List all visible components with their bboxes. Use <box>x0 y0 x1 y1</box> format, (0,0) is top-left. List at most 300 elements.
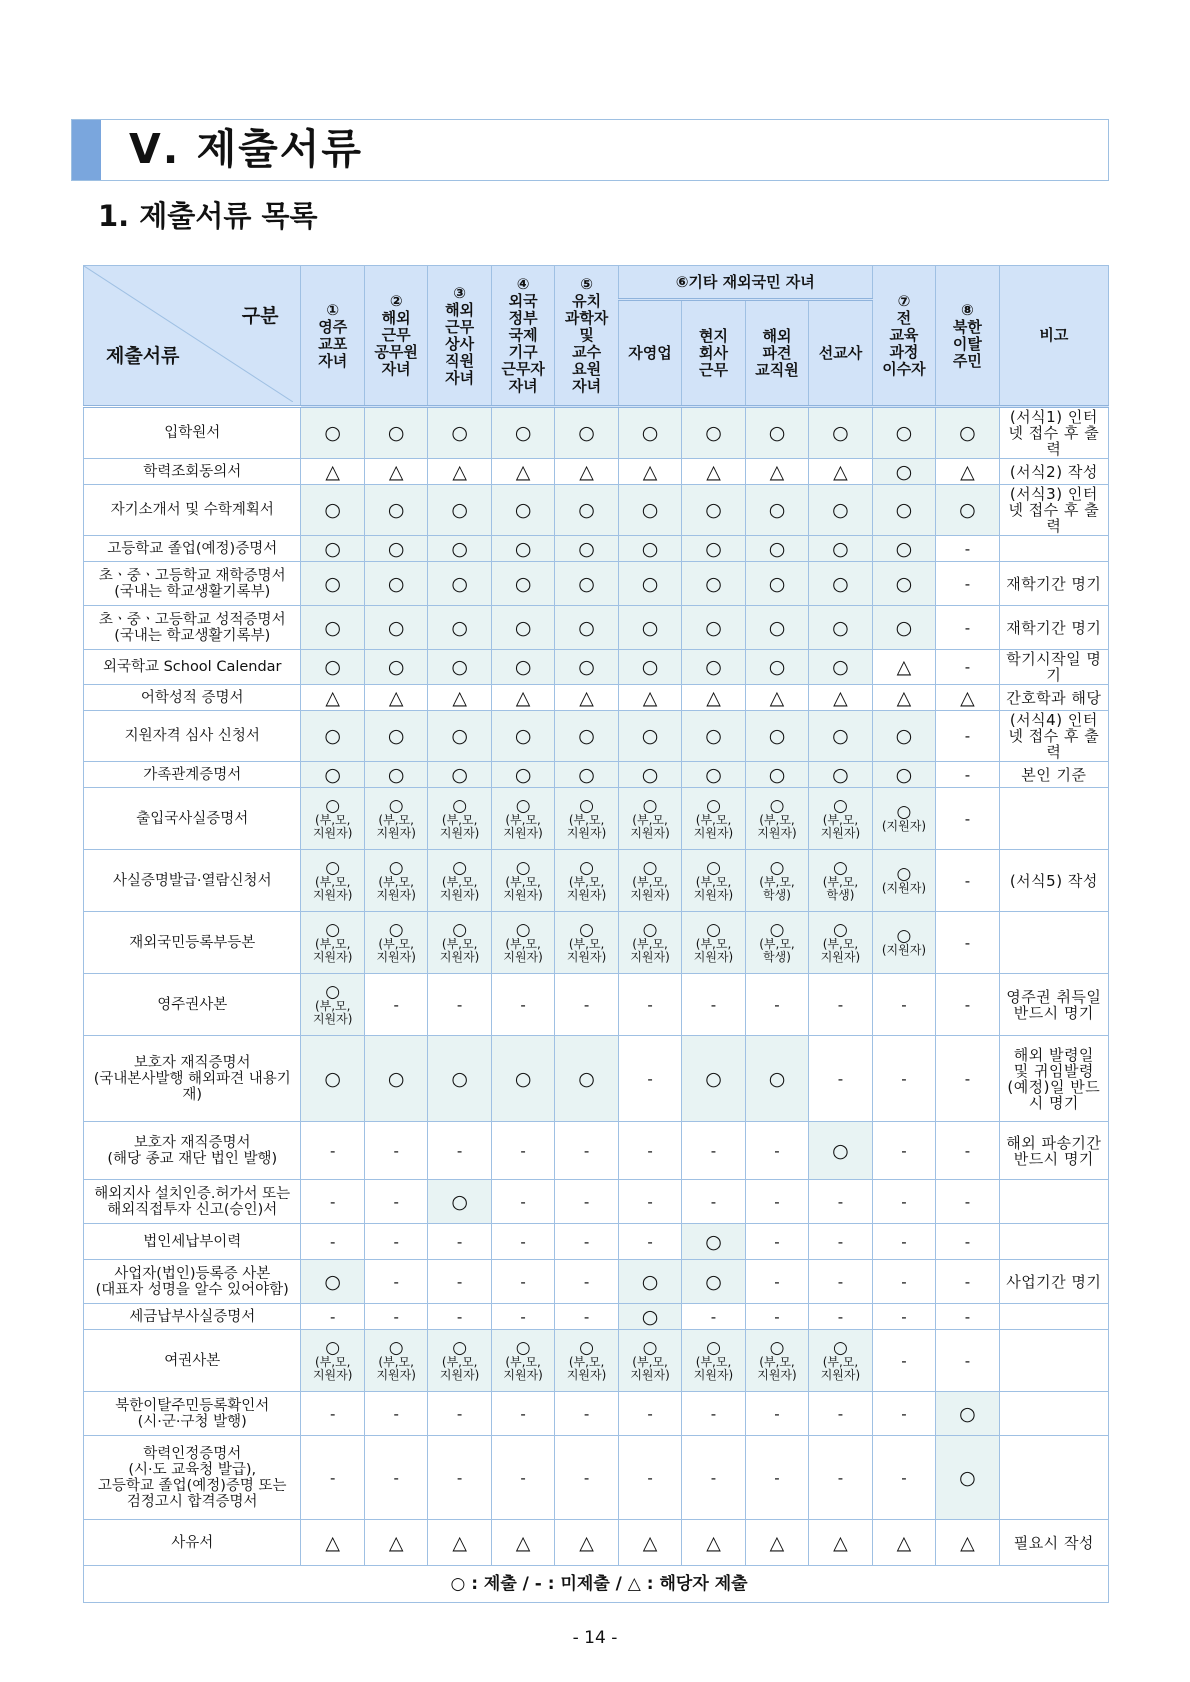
requirement-mark: ○ <box>388 795 404 816</box>
requirement-cell: - <box>936 1330 999 1392</box>
requirement-mark: ○ <box>833 1337 848 1358</box>
requirement-detail: (부,모, 학생) <box>759 936 795 964</box>
note-cell: 학기시작일 명기 <box>999 650 1108 685</box>
requirement-cell: ○ <box>682 1260 745 1304</box>
requirement-cell: △ <box>555 459 618 485</box>
requirement-cell <box>428 850 491 912</box>
requirement-cell <box>618 788 681 850</box>
requirement-cell: ○ <box>555 1036 618 1122</box>
requirement-mark: ○ <box>515 919 531 940</box>
requirement-cell: △ <box>682 459 745 485</box>
requirement-cell: ○ <box>618 1260 681 1304</box>
documents-table <box>83 265 1109 1603</box>
requirement-cell: △ <box>809 1520 872 1566</box>
requirement-cell: △ <box>872 685 935 711</box>
requirement-cell: ○ <box>872 711 935 762</box>
note-cell <box>999 1180 1108 1224</box>
requirement-mark: ○ <box>325 981 341 1002</box>
requirement-cell <box>364 788 427 850</box>
requirement-cell: ○ <box>872 606 935 650</box>
requirement-cell: - <box>936 711 999 762</box>
requirement-detail: (부,모, 학생) <box>759 874 795 902</box>
requirement-detail: (부,모, 지원자) <box>693 1354 734 1382</box>
requirement-cell: - <box>301 1180 364 1224</box>
note-cell <box>999 536 1108 562</box>
requirement-cell <box>555 1330 618 1392</box>
requirement-mark: ○ <box>706 1337 721 1358</box>
requirement-detail: (부,모, 지원자) <box>820 1354 861 1382</box>
note-cell <box>999 1392 1108 1436</box>
requirement-mark: ○ <box>706 919 721 940</box>
requirement-detail: (부,모, 지원자) <box>312 998 353 1026</box>
requirement-cell <box>364 1330 427 1392</box>
section-header <box>71 119 1109 181</box>
corner-label-documents: 제출서류 <box>106 345 180 367</box>
requirement-cell: ○ <box>491 762 554 788</box>
requirement-cell: ○ <box>491 1036 554 1122</box>
requirement-cell: - <box>428 1122 491 1180</box>
documents-table-body <box>84 407 1109 1566</box>
table-row <box>84 711 1109 762</box>
requirement-cell: △ <box>936 1520 999 1566</box>
requirement-cell: - <box>491 1260 554 1304</box>
requirement-cell: △ <box>618 459 681 485</box>
document-name-cell: 북한이탈주민등록확인서 (시·군·구청 발행) <box>84 1392 301 1436</box>
requirement-mark: ○ <box>642 1337 658 1358</box>
note-cell: 간호학과 해당 <box>999 685 1108 711</box>
requirement-cell: ○ <box>809 711 872 762</box>
requirement-cell: - <box>301 1122 364 1180</box>
requirement-cell: ○ <box>618 1304 681 1330</box>
requirement-cell: - <box>364 1392 427 1436</box>
requirement-cell: ○ <box>809 407 872 459</box>
requirement-cell: ○ <box>491 485 554 536</box>
requirement-cell: △ <box>428 459 491 485</box>
requirement-cell: ○ <box>428 536 491 562</box>
requirement-cell: ○ <box>301 606 364 650</box>
requirement-cell: △ <box>364 685 427 711</box>
requirement-mark: ○ <box>452 795 468 816</box>
table-row <box>84 685 1109 711</box>
requirement-cell: ○ <box>745 650 808 685</box>
requirement-mark: ○ <box>833 795 848 816</box>
note-cell: 재학기간 명기 <box>999 606 1108 650</box>
corner-label-category: 구분 <box>241 305 279 327</box>
requirement-cell: ○ <box>682 606 745 650</box>
requirement-cell: ○ <box>555 762 618 788</box>
table-row <box>84 485 1109 536</box>
requirement-cell: - <box>809 974 872 1036</box>
column-header-8: ⑧ 북한 이탈 주민 <box>936 266 999 407</box>
requirement-cell: - <box>682 1180 745 1224</box>
requirement-cell: ○ <box>301 762 364 788</box>
requirement-cell: - <box>301 1392 364 1436</box>
requirement-cell: - <box>872 1180 935 1224</box>
requirement-cell <box>301 1330 364 1392</box>
requirement-detail: (부,모, 지원자) <box>503 812 543 840</box>
document-name-cell: 지원자격 심사 신청서 <box>84 711 301 762</box>
document-name-cell: 사업자(법인)등록증 사본 (대표자 성명을 알수 있어야함) <box>84 1260 301 1304</box>
document-name-cell: 자기소개서 및 수학계획서 <box>84 485 301 536</box>
requirement-cell: - <box>555 1224 618 1260</box>
requirement-cell: - <box>618 1224 681 1260</box>
subcolumn-header-local-company: 현지 회사 근무 <box>682 300 745 407</box>
requirement-detail: (부,모, 지원자) <box>376 812 416 840</box>
requirement-cell: ○ <box>682 711 745 762</box>
requirement-cell: - <box>555 1180 618 1224</box>
table-row <box>84 1122 1109 1180</box>
requirement-cell: - <box>682 974 745 1036</box>
requirement-cell: - <box>936 1260 999 1304</box>
requirement-cell: - <box>491 1304 554 1330</box>
requirement-mark: ○ <box>388 919 404 940</box>
requirement-cell: ○ <box>682 536 745 562</box>
requirement-cell: △ <box>682 1520 745 1566</box>
requirement-cell: - <box>491 1180 554 1224</box>
requirement-cell <box>428 1330 491 1392</box>
requirement-cell: - <box>364 1122 427 1180</box>
requirement-cell: - <box>555 1392 618 1436</box>
requirement-cell: - <box>682 1436 745 1520</box>
requirement-cell: ○ <box>491 562 554 606</box>
requirement-mark: ○ <box>579 1337 594 1358</box>
requirement-cell: - <box>555 1436 618 1520</box>
note-cell <box>999 912 1108 974</box>
document-name-cell: 학력조회동의서 <box>84 459 301 485</box>
table-row <box>84 459 1109 485</box>
requirement-cell <box>555 788 618 850</box>
requirement-cell: - <box>428 1304 491 1330</box>
requirement-cell: ○ <box>555 536 618 562</box>
document-name-cell: 영주권사본 <box>84 974 301 1036</box>
requirement-cell: ○ <box>745 762 808 788</box>
table-row <box>84 1260 1109 1304</box>
requirement-cell: - <box>745 1260 808 1304</box>
requirement-cell: ○ <box>872 562 935 606</box>
requirement-cell: ○ <box>301 407 364 459</box>
requirement-cell: - <box>936 1224 999 1260</box>
requirement-cell: - <box>428 974 491 1036</box>
requirement-cell: - <box>618 1392 681 1436</box>
requirement-cell: - <box>936 1304 999 1330</box>
note-cell: (서식4) 인터넷 접수 후 출력 <box>999 711 1108 762</box>
requirement-cell: △ <box>682 685 745 711</box>
requirement-detail: (부,모, 지원자) <box>566 874 607 902</box>
requirement-cell: - <box>872 1304 935 1330</box>
requirement-mark: ○ <box>642 857 658 878</box>
requirement-cell: ○ <box>618 536 681 562</box>
requirement-mark: ○ <box>769 1337 785 1358</box>
requirement-cell: ○ <box>491 536 554 562</box>
requirement-cell: - <box>618 1180 681 1224</box>
requirement-cell: ○ <box>555 407 618 459</box>
requirement-mark: ○ <box>769 857 785 878</box>
note-cell: 해외 발령일 및 귀임발령 (예정)일 반드시 명기 <box>999 1036 1108 1122</box>
requirement-cell: - <box>872 1260 935 1304</box>
requirement-mark: ○ <box>452 857 468 878</box>
requirement-cell: - <box>872 1122 935 1180</box>
requirement-mark: ○ <box>896 802 912 822</box>
note-cell: 영주권 취득일 반드시 명기 <box>999 974 1108 1036</box>
section-title: Ⅴ. 제출서류 <box>129 125 364 173</box>
requirement-cell: ○ <box>872 485 935 536</box>
requirement-cell: ○ <box>301 562 364 606</box>
requirement-cell: - <box>936 606 999 650</box>
table-row <box>84 606 1109 650</box>
requirement-cell <box>682 850 745 912</box>
table-row <box>84 762 1109 788</box>
note-cell: 재학기간 명기 <box>999 562 1108 606</box>
requirement-mark: ○ <box>388 857 404 878</box>
requirement-cell: ○ <box>364 711 427 762</box>
requirement-cell: - <box>936 1180 999 1224</box>
requirement-cell: - <box>809 1392 872 1436</box>
requirement-cell: ○ <box>682 485 745 536</box>
requirement-cell: △ <box>428 1520 491 1566</box>
requirement-cell: - <box>618 1436 681 1520</box>
requirement-detail: (부,모, 지원자) <box>566 1354 607 1382</box>
requirement-cell: △ <box>491 459 554 485</box>
requirement-detail: (부,모, 지원자) <box>630 874 670 902</box>
requirement-cell: △ <box>618 685 681 711</box>
requirement-mark: ○ <box>325 919 341 940</box>
requirement-cell: ○ <box>428 650 491 685</box>
document-name-cell: 법인세납부이력 <box>84 1224 301 1260</box>
requirement-mark: ○ <box>706 795 721 816</box>
column-header-5: ⑤ 유치 과학자 및 교수 요원 자녀 <box>555 266 618 407</box>
requirement-cell: - <box>428 1392 491 1436</box>
requirement-cell: - <box>428 1436 491 1520</box>
subsection-title: 1. 제출서류 목록 <box>98 199 318 233</box>
requirement-cell: ○ <box>364 1036 427 1122</box>
requirement-detail: (지원자) <box>881 881 926 895</box>
requirement-detail: (부,모, 지원자) <box>820 936 861 964</box>
requirement-cell: - <box>809 1436 872 1520</box>
requirement-detail: (부,모, 지원자) <box>757 812 797 840</box>
requirement-detail: (부,모, 지원자) <box>376 936 416 964</box>
note-cell: (서식1) 인터넷 접수 후 출력 <box>999 407 1108 459</box>
requirement-cell: ○ <box>809 1122 872 1180</box>
requirement-cell: - <box>936 1122 999 1180</box>
document-name-cell: 보호자 재직증명서 (국내본사발행 해외파견 내용기재) <box>84 1036 301 1122</box>
requirement-cell: ○ <box>428 1036 491 1122</box>
requirement-mark: ○ <box>833 919 848 940</box>
requirement-cell: ○ <box>809 536 872 562</box>
requirement-mark: ○ <box>642 795 658 816</box>
requirement-cell: ○ <box>428 485 491 536</box>
requirement-cell: ○ <box>872 407 935 459</box>
requirement-cell: - <box>364 1224 427 1260</box>
requirement-cell <box>301 850 364 912</box>
table-row <box>84 1036 1109 1122</box>
document-name-cell: 초ㆍ중ㆍ고등학교 성적증명서 (국내는 학교생활기록부) <box>84 606 301 650</box>
requirement-cell: ○ <box>936 485 999 536</box>
note-cell: (서식5) 작성 <box>999 850 1108 912</box>
requirement-cell: ○ <box>745 562 808 606</box>
requirement-mark: ○ <box>706 857 721 878</box>
requirement-cell: ○ <box>745 407 808 459</box>
requirement-cell <box>428 788 491 850</box>
requirement-cell: - <box>872 1036 935 1122</box>
document-name-cell: 사유서 <box>84 1520 301 1566</box>
requirement-cell: △ <box>555 1520 618 1566</box>
subcolumn-header-self-employed: 자영업 <box>618 300 681 407</box>
requirement-cell: - <box>618 1036 681 1122</box>
requirement-cell: - <box>809 1036 872 1122</box>
requirement-mark: ○ <box>579 919 594 940</box>
requirement-mark: ○ <box>325 795 341 816</box>
requirement-cell <box>491 912 554 974</box>
corner-diagonal <box>84 266 293 402</box>
requirement-cell <box>682 912 745 974</box>
requirement-cell: - <box>872 974 935 1036</box>
requirement-cell <box>682 1330 745 1392</box>
document-name-cell: 여권사본 <box>84 1330 301 1392</box>
requirement-cell <box>745 1330 808 1392</box>
table-row <box>84 562 1109 606</box>
requirement-cell: - <box>872 1224 935 1260</box>
requirement-mark: ○ <box>579 795 594 816</box>
requirement-cell: - <box>428 1224 491 1260</box>
requirement-cell: ○ <box>682 407 745 459</box>
requirement-cell: - <box>364 1260 427 1304</box>
requirement-detail: (부,모, 지원자) <box>312 874 353 902</box>
requirement-detail: (부,모, 지원자) <box>757 1354 797 1382</box>
requirement-cell <box>301 788 364 850</box>
requirement-mark: ○ <box>452 919 468 940</box>
document-name-cell: 입학원서 <box>84 407 301 459</box>
requirement-cell: - <box>936 912 999 974</box>
requirement-cell: △ <box>618 1520 681 1566</box>
requirement-cell <box>872 788 935 850</box>
requirement-cell: - <box>364 974 427 1036</box>
requirement-cell <box>555 912 618 974</box>
requirement-cell: ○ <box>745 711 808 762</box>
requirement-cell: △ <box>555 685 618 711</box>
requirement-cell <box>301 974 364 1036</box>
requirement-cell: - <box>745 1392 808 1436</box>
column-header-2: ② 해외 근무 공무원 자녀 <box>364 266 427 407</box>
document-name-cell: 외국학교 School Calendar <box>84 650 301 685</box>
requirement-cell: - <box>555 974 618 1036</box>
requirement-cell: ○ <box>936 1436 999 1520</box>
requirement-detail: (부,모, 지원자) <box>439 936 480 964</box>
requirement-cell: - <box>301 1224 364 1260</box>
table-row <box>84 407 1109 459</box>
requirement-detail: (지원자) <box>881 943 926 957</box>
requirement-cell: - <box>745 1436 808 1520</box>
requirement-cell: ○ <box>301 536 364 562</box>
requirement-mark: ○ <box>896 864 912 884</box>
column-header-7: ⑦ 전 교육 과정 이수자 <box>872 266 935 407</box>
requirement-cell: ○ <box>745 485 808 536</box>
requirement-cell: ○ <box>555 711 618 762</box>
requirement-cell: ○ <box>428 762 491 788</box>
requirement-detail: (부,모, 지원자) <box>439 1354 480 1382</box>
subcolumn-header-dispatched-teacher: 해외 파견 교직원 <box>745 300 808 407</box>
requirement-cell: △ <box>428 685 491 711</box>
requirement-detail: (부,모, 지원자) <box>439 812 480 840</box>
requirement-detail: (부,모, 지원자) <box>693 812 734 840</box>
document-name-cell: 해외지사 설치인증.허가서 또는 해외직접투자 신고(승인)서 <box>84 1180 301 1224</box>
requirement-cell: - <box>809 1180 872 1224</box>
requirement-cell <box>555 850 618 912</box>
requirement-cell: △ <box>872 650 935 685</box>
requirement-detail: (부,모, 지원자) <box>820 812 861 840</box>
requirement-detail: (부,모, 지원자) <box>312 812 353 840</box>
document-name-cell: 세금납부사실증명서 <box>84 1304 301 1330</box>
requirement-cell: - <box>364 1180 427 1224</box>
requirement-cell: △ <box>301 1520 364 1566</box>
requirement-cell: △ <box>364 459 427 485</box>
requirement-cell: △ <box>872 1520 935 1566</box>
requirement-cell: ○ <box>809 562 872 606</box>
requirement-cell: ○ <box>936 1392 999 1436</box>
requirement-detail: (부,모, 지원자) <box>312 1354 353 1382</box>
requirement-detail: (부,모, 지원자) <box>693 874 734 902</box>
requirement-mark: ○ <box>579 857 594 878</box>
requirement-cell: ○ <box>428 711 491 762</box>
requirement-cell: - <box>682 1122 745 1180</box>
requirement-cell: - <box>745 1122 808 1180</box>
requirement-cell: ○ <box>682 650 745 685</box>
requirement-detail: (부,모, 지원자) <box>630 936 670 964</box>
requirement-cell: ○ <box>428 562 491 606</box>
requirement-cell: - <box>745 1224 808 1260</box>
requirement-cell: - <box>936 536 999 562</box>
requirement-cell: ○ <box>872 536 935 562</box>
requirement-cell: - <box>364 1436 427 1520</box>
requirement-detail: (부,모, 지원자) <box>503 1354 543 1382</box>
requirement-cell: - <box>682 1392 745 1436</box>
requirement-cell <box>745 850 808 912</box>
requirement-detail: (부,모, 지원자) <box>376 1354 416 1382</box>
section-accent-bar <box>72 120 101 180</box>
requirement-cell: ○ <box>491 650 554 685</box>
requirement-cell: - <box>618 1122 681 1180</box>
requirement-cell: - <box>936 762 999 788</box>
requirement-cell: ○ <box>364 485 427 536</box>
table-row <box>84 1180 1109 1224</box>
column-header-4: ④ 외국 정부 국제 기구 근무자 자녀 <box>491 266 554 407</box>
table-row <box>84 1392 1109 1436</box>
requirement-cell: ○ <box>364 650 427 685</box>
note-cell: 해외 파송기간 반드시 명기 <box>999 1122 1108 1180</box>
requirement-cell: - <box>745 974 808 1036</box>
requirement-cell: ○ <box>491 711 554 762</box>
requirement-cell: ○ <box>618 562 681 606</box>
table-row <box>84 1224 1109 1260</box>
subcolumn-header-missionary: 선교사 <box>809 300 872 407</box>
requirement-cell: ○ <box>745 536 808 562</box>
table-row <box>84 788 1109 850</box>
requirement-cell <box>618 912 681 974</box>
requirement-detail: (부,모, 지원자) <box>439 874 480 902</box>
requirement-cell: ○ <box>428 407 491 459</box>
requirement-cell: ○ <box>809 485 872 536</box>
requirement-cell: ○ <box>301 485 364 536</box>
column-header-6-group: ⑥기타 재외국민 자녀 <box>618 266 872 300</box>
note-cell: 본인 기준 <box>999 762 1108 788</box>
requirement-cell: - <box>491 974 554 1036</box>
requirement-cell: - <box>428 1260 491 1304</box>
requirement-cell: ○ <box>555 650 618 685</box>
requirement-cell: - <box>555 1260 618 1304</box>
document-name-cell: 가족관계증명서 <box>84 762 301 788</box>
requirement-cell <box>745 788 808 850</box>
requirement-cell: ○ <box>301 711 364 762</box>
document-name-cell: 학력인정증명서 (시·도 교육청 발급), 고등학교 졸업(예정)증명 또는 검정고시 합격증명서 <box>84 1436 301 1520</box>
